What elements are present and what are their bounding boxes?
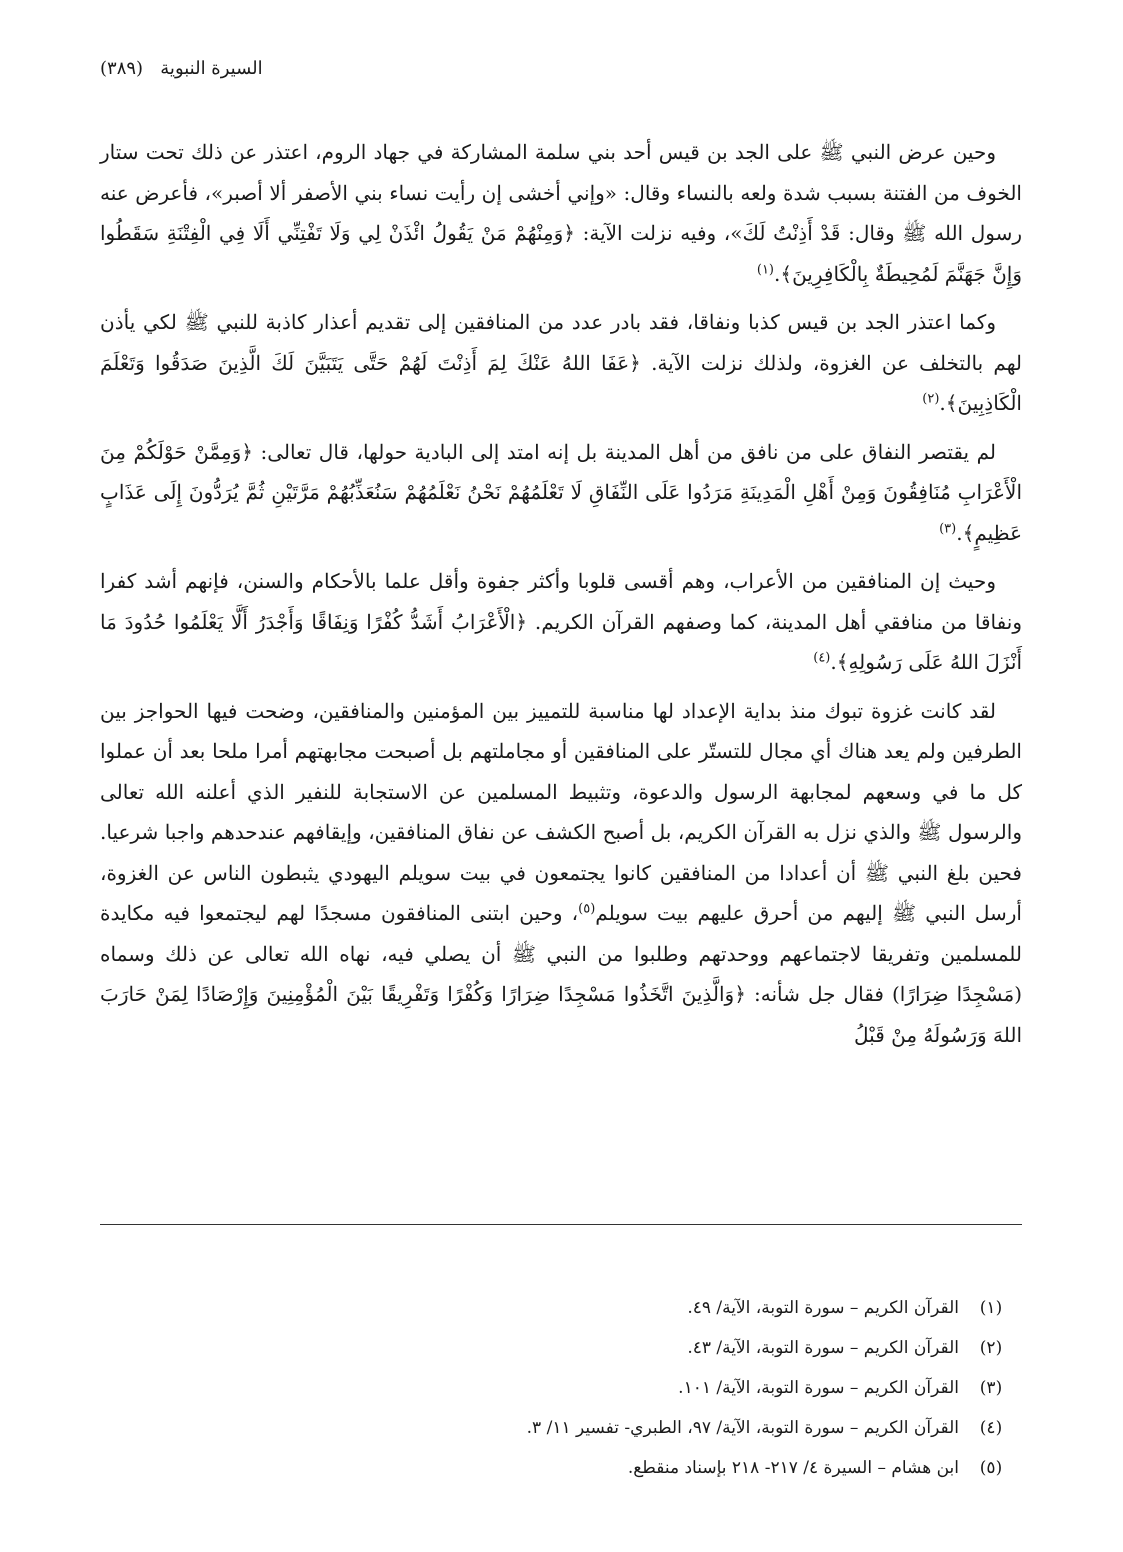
quran-quote: ﴿وَمِنْهُمْ مَنْ يَقُولُ ائْذَنْ لِي وَلَا تَفْتِنِّي أَلَا فِي الْفِتْنَةِ سَقَطُوا وَإِنَّ جَهَنَّمَ لَمُحِيطَةٌ بِالْكَافِرِينَ﴾ <box>100 221 1022 286</box>
footnote-ref: (١) <box>756 261 774 277</box>
paragraph-text: . <box>830 650 837 674</box>
paragraph-text: وحيث إن المنافقين من الأعراب، وهم أقسى قلوبا وأكثر جفوة وأقل علما بالأحكام والسنن، فإنهم أشد كفرا ونفاقا من منافقي أهل المدينة، كما وصفهم القرآن الكريم. <box>100 569 1022 634</box>
paragraph-text: »، وفيه نزلت الآية: <box>574 221 743 245</box>
paragraph <box>100 561 1022 683</box>
footnote-ref: (٤) <box>813 650 831 666</box>
paragraph-text: . <box>774 261 781 286</box>
footnote-number: (٥) <box>979 1458 1003 1478</box>
footnote-text: ابن هشام – السيرة ٤/ ٢١٧- ٢١٨ بإسناد منقطع. <box>627 1458 959 1478</box>
footnote-item <box>101 1408 1023 1448</box>
footnote-text: القرآن الكريم – سورة التوبة، الآية/ ٩٧، الطبري- تفسير ١١/ ٣. <box>526 1418 959 1438</box>
page-number: (٣٨٩) <box>100 58 144 79</box>
quran-quote: ﴿وَمِمَّنْ حَوْلَكُمْ مِنَ الْأَعْرَابِ مُنَافِقُونَ وَمِنْ أَهْلِ الْمَدِينَةِ مَرَدُوا عَلَى النِّفَاقِ لَا تَعْلَمُهُمْ نَحْنُ نَعْلَمُهُمْ سَنُعَذِّبُهُمْ مَرَّتَيْنِ ثُمَّ يُرَدُّونَ إِلَى عَذَابٍ عَظِيمٍ﴾ <box>100 439 1022 545</box>
footnote-item <box>101 1448 1023 1488</box>
paragraph-text: لم يقتصر النفاق على من نافق من أهل المدينة بل إنه امتد إلى البادية حولها، قال تعالى: <box>252 439 996 464</box>
quran-quote: ﴿عَفَا اللهُ عَنْكَ لِمَ أَذِنْتَ لَهُمْ حَتَّى يَتَبَيَّنَ لَكَ الَّذِينَ صَدَقُوا وَتَعْلَمَ الْكَاذِبِينَ﴾ <box>100 350 1022 415</box>
running-header <box>100 58 1020 79</box>
footnote-item <box>101 1368 1023 1408</box>
footnote-item <box>101 1288 1023 1328</box>
footnote-item <box>101 1328 1023 1368</box>
main-body <box>100 132 1022 1063</box>
footnote-number: (٣) <box>979 1378 1003 1398</box>
paragraph-text: لقد كانت غزوة تبوك منذ بداية الإعداد لها مناسبة للتمييز بين المؤمنين والمنافقين، وضحت فيها الحواجز بين الطرفين ولم يعد هناك أي مجال للتستّر على المنافقين أو مجاملتهم بل أصبحت مجابهتهم أمرا ملحا بعد أن عملوا كل ما في وسعهم لمجابهة الرسول والدعوة، وتثبيط المسلمين عن الاستجابة للنفير الذي أعلنه الله تعالى والرسول ﷺ والذي نزل به القرآن الكريم، بل أصبح الكشف عن نفاق المنافقين، وإيقافهم عندحدهم واجبا شرعيا. فحين بلغ النبي ﷺ أن أعدادا من المنافقين كانوا يجتمعون في بيت سويلم اليهودي يثبطون الناس عن الغزوة، أرسل النبي ﷺ إليهم من أحرق عليهم بيت سويلم <box>100 698 1022 925</box>
paragraph <box>100 132 1022 294</box>
footnote-text: القرآن الكريم – سورة التوبة، الآية/ ٤٩. <box>687 1298 959 1318</box>
footnote-number: (٢) <box>979 1338 1003 1358</box>
footnotes <box>101 1288 1023 1488</box>
quran-quote: مَسْجِدًا ضِرَارًا <box>899 982 1015 1006</box>
paragraph-text: . <box>956 520 963 545</box>
footnote-ref: (٢) <box>922 391 940 407</box>
paragraph-text: ، وحين ابتنى المنافقون مسجدًا لهم ليجتمعوا فيه مكايدة للمسلمين وتفريقا لاجتماعهم ووحدتهم وطلبوا من النبي ﷺ أن يصلي فيه، نهاه الله تعالى عن ذلك وسماه ( <box>100 901 1022 1006</box>
book-title: السيرة النبوية <box>160 58 263 79</box>
quran-quote: قَدْ أَذِنْتُ لَكَ <box>742 221 841 245</box>
paragraph-text: ) فقال جل شأنه: <box>745 982 900 1006</box>
footnote-ref: (٣) <box>939 520 957 536</box>
footnote-text: القرآن الكريم – سورة التوبة، الآية/ ٤٣. <box>687 1338 959 1358</box>
footnote-number: (٤) <box>979 1418 1003 1438</box>
quran-quote: ﴿الْأَعْرَابُ أَشَدُّ كُفْرًا وَنِفَاقًا وَأَجْدَرُ أَلَّا يَعْلَمُوا حُدُودَ مَا أَنْزَلَ اللهُ عَلَى رَسُولِهِ﴾ <box>100 609 1022 674</box>
footnote-number: (١) <box>979 1298 1003 1318</box>
quran-quote: ﴿وَالَّذِينَ اتَّخَذُوا مَسْجِدًا ضِرَارًا وَكُفْرًا وَتَفْرِيقًا بَيْنَ الْمُؤْمِنِينَ وَإِرْصَادًا لِمَنْ حَارَبَ اللهَ وَرَسُولَهُ مِنْ قَبْلُ <box>100 982 1022 1047</box>
paragraph <box>100 432 1022 554</box>
paragraph-text: وحين عرض النبي ﷺ على الجد بن قيس أحد بني سلمة المشاركة في جهاد الروم، اعتذر عن ذلك تحت ستار الخوف من الفتنة بسبب شدة ولعه بالنساء وقال: «وإني أخشى إن رأيت نساء بني الأصفر ألا أصبر»، فأعرض عنه رسول الله ﷺ وقال: <box>100 140 1023 245</box>
footnote-ref: (٥) <box>578 901 596 917</box>
footnote-text: القرآن الكريم – سورة التوبة، الآية/ ١٠١. <box>678 1378 959 1398</box>
footnote-separator <box>100 1224 1022 1225</box>
paragraph-text: وكما اعتذر الجد بن قيس كذبا ونفاقا، فقد بادر عدد من المنافقين إلى تقديم أعذار كاذبة للنبي ﷺ لكي يأذن لهم بالتخلف عن الغزوة، ولذلك نزلت الآية. <box>100 310 1023 375</box>
paragraph <box>100 691 1022 1056</box>
paragraph <box>100 302 1022 424</box>
paragraph-text: . <box>939 391 946 415</box>
